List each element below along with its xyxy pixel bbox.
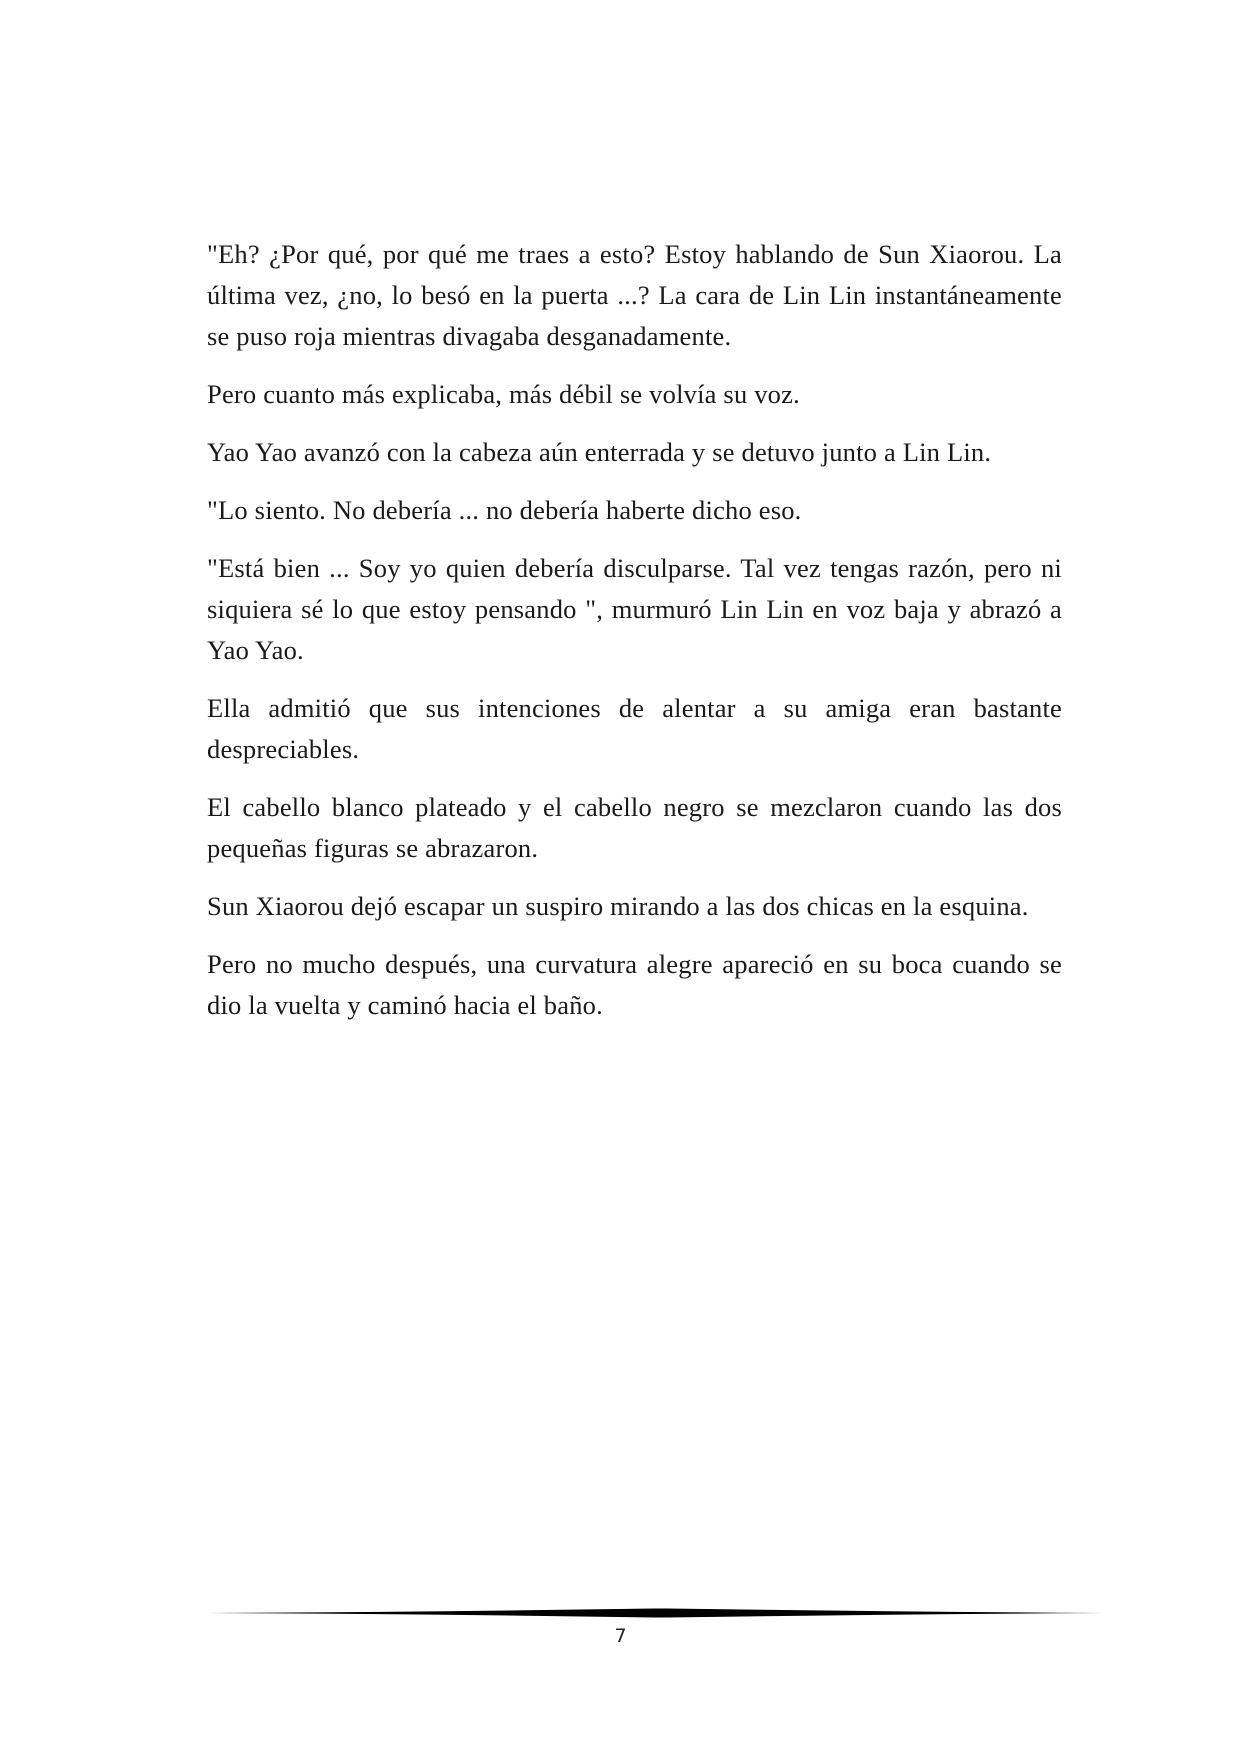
footer-divider xyxy=(207,1606,1103,1620)
paragraph: Yao Yao avanzó con la cabeza aún enterrada y se detuvo junto a Lin Lin. xyxy=(207,437,992,467)
paragraph: "Lo siento. No debería ... no debería haberte dicho eso. xyxy=(207,495,802,525)
page-number: 7 xyxy=(614,1625,627,1647)
footer-divider-stroke xyxy=(207,1609,1103,1618)
paragraph: El cabello blanco plateado y el cabello negro se mezclaron cuando las dos pequeñas figuras se abrazaron. xyxy=(207,792,1062,863)
paragraph: "Está bien ... Soy yo quien debería disculparse. Tal vez tengas razón, pero ni siquiera sé lo que estoy pensando ", murmuró Lin Lin en voz baja y abrazó a Yao Yao. xyxy=(207,553,1062,665)
paragraph: "Eh? ¿Por qué, por qué me traes a esto? Estoy hablando de Sun Xiaorou. La última vez, ¿no, lo besó en la puerta ...? La cara de Lin Lin instantáneamente se puso roja mientras divagaba desganadamente. xyxy=(207,239,1062,351)
paragraph: Pero cuanto más explicaba, más débil se volvía su voz. xyxy=(207,379,800,409)
paragraph: Sun Xiaorou dejó escapar un suspiro mirando a las dos chicas en la esquina. xyxy=(207,891,1029,921)
paragraph: Ella admitió que sus intenciones de alentar a su amiga eran bastante despreciables. xyxy=(207,693,1062,764)
paragraph: Pero no mucho después, una curvatura alegre apareció en su boca cuando se dio la vuelta y caminó hacia el baño. xyxy=(207,949,1062,1020)
text-body xyxy=(207,234,1062,1043)
